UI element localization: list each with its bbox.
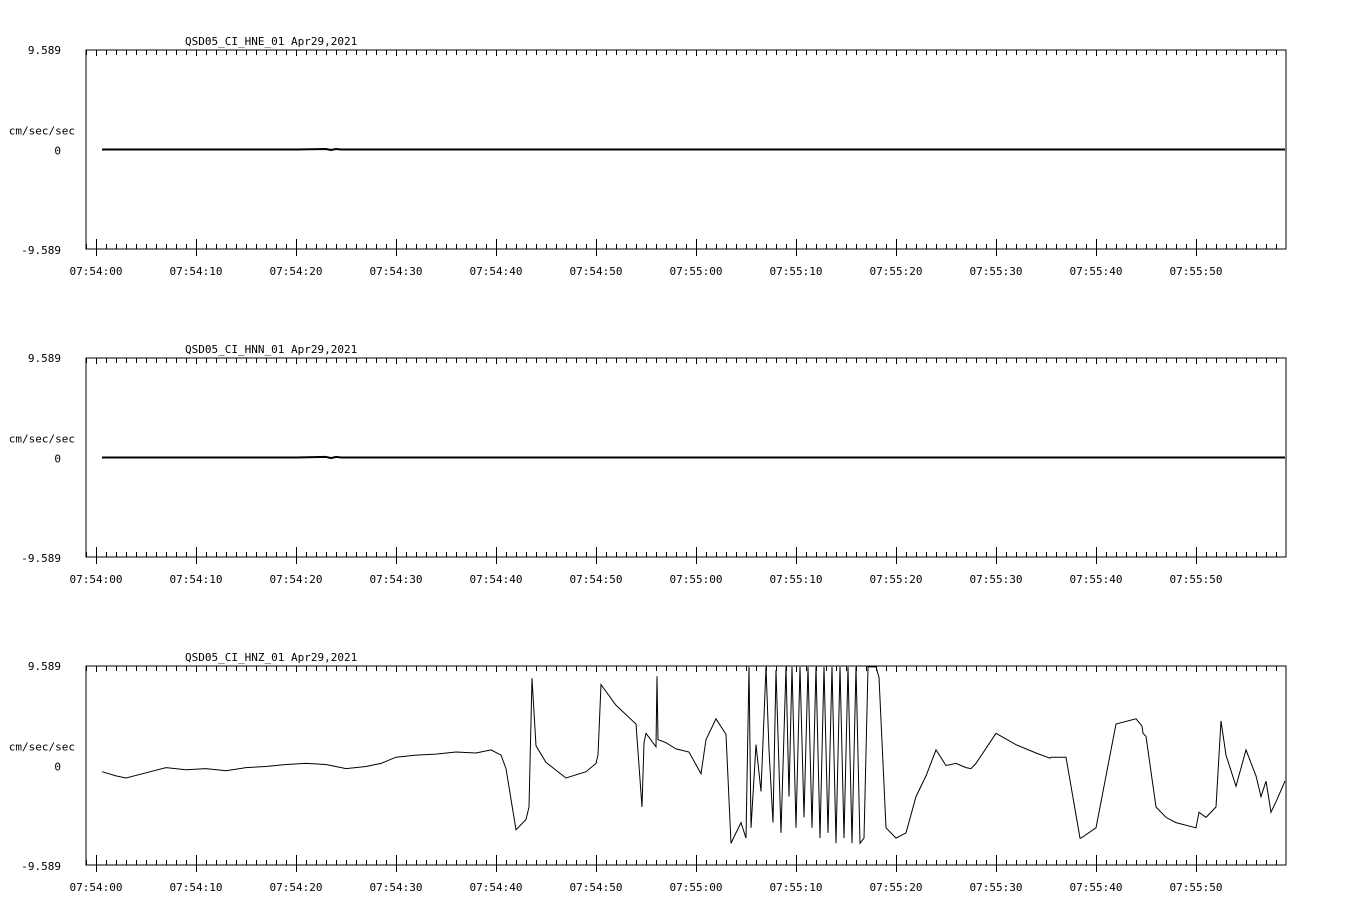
x-tick-label: 07:54:40 (469, 265, 523, 278)
x-tick-label: 07:54:50 (569, 573, 623, 586)
x-tick-label: 07:54:10 (169, 265, 223, 278)
x-tick-label: 07:54:40 (469, 881, 523, 894)
series-line (102, 149, 1285, 150)
panel-title: QSD05_CI_HNE_01 Apr29,2021 (185, 35, 358, 48)
x-tick-label: 07:55:50 (1169, 573, 1223, 586)
x-tick-label: 07:54:50 (569, 265, 623, 278)
x-tick-label: 07:55:20 (869, 573, 923, 586)
axis-ticks (87, 666, 1277, 872)
seismogram-panel-1 (9, 35, 1286, 278)
panel-title: QSD05_CI_HNZ_01 Apr29,2021 (185, 651, 358, 664)
y-tick-label-zero: 0 (54, 144, 61, 158)
x-tick-label: 07:54:20 (269, 265, 323, 278)
y-axis-label: cm/sec/sec (8, 124, 75, 138)
x-tick-label: 07:54:30 (369, 265, 423, 278)
x-tick-label: 07:54:20 (269, 881, 323, 894)
x-tick-label: 07:55:10 (769, 881, 823, 894)
x-tick-label: 07:54:50 (569, 881, 623, 894)
x-tick-label: 07:55:40 (1069, 573, 1123, 586)
series-line (102, 457, 1285, 458)
x-tick-label: 07:55:30 (969, 573, 1023, 586)
y-axis-label: cm/sec/sec (8, 432, 75, 446)
x-tick-label: 07:55:40 (1069, 265, 1123, 278)
x-tick-label: 07:55:00 (669, 573, 723, 586)
x-tick-label: 07:55:30 (969, 881, 1023, 894)
x-tick-label: 07:55:50 (1169, 881, 1223, 894)
plot-frame (86, 666, 1286, 865)
y-tick-label-min: -9.589 (21, 244, 61, 257)
x-tick-label: 07:54:00 (69, 265, 123, 278)
seismogram-panel-2 (9, 343, 1286, 586)
x-tick-label: 07:54:30 (369, 881, 423, 894)
x-tick-label: 07:54:00 (69, 881, 123, 894)
x-tick-label: 07:54:40 (469, 573, 523, 586)
x-tick-label: 07:55:10 (769, 265, 823, 278)
x-tick-label: 07:55:50 (1169, 265, 1223, 278)
y-tick-label-min: -9.589 (21, 860, 61, 873)
panel-title: QSD05_CI_HNN_01 Apr29,2021 (185, 343, 358, 356)
x-tick-label: 07:55:00 (669, 265, 723, 278)
x-tick-label: 07:55:40 (1069, 881, 1123, 894)
x-tick-label: 07:54:10 (169, 573, 223, 586)
x-tick-label: 07:55:00 (669, 881, 723, 894)
y-tick-label-min: -9.589 (21, 552, 61, 565)
seismogram-panel-3 (9, 651, 1286, 894)
axis-ticks (87, 50, 1277, 256)
x-tick-label: 07:55:10 (769, 573, 823, 586)
y-tick-label-zero: 0 (54, 760, 61, 774)
x-tick-label: 07:55:20 (869, 265, 923, 278)
x-tick-label: 07:55:30 (969, 265, 1023, 278)
x-tick-label: 07:54:10 (169, 881, 223, 894)
y-axis-label: cm/sec/sec (8, 740, 75, 754)
axis-ticks (87, 358, 1277, 564)
y-tick-label-max: 9.589 (27, 44, 61, 57)
x-tick-label: 07:54:30 (369, 573, 423, 586)
y-tick-label-max: 9.589 (27, 660, 61, 673)
y-tick-label-zero: 0 (54, 452, 61, 466)
x-tick-label: 07:55:20 (869, 881, 923, 894)
x-tick-label: 07:54:00 (69, 573, 123, 586)
x-tick-label: 07:54:20 (269, 573, 323, 586)
series-line (102, 667, 1285, 843)
y-tick-label-max: 9.589 (27, 352, 61, 365)
